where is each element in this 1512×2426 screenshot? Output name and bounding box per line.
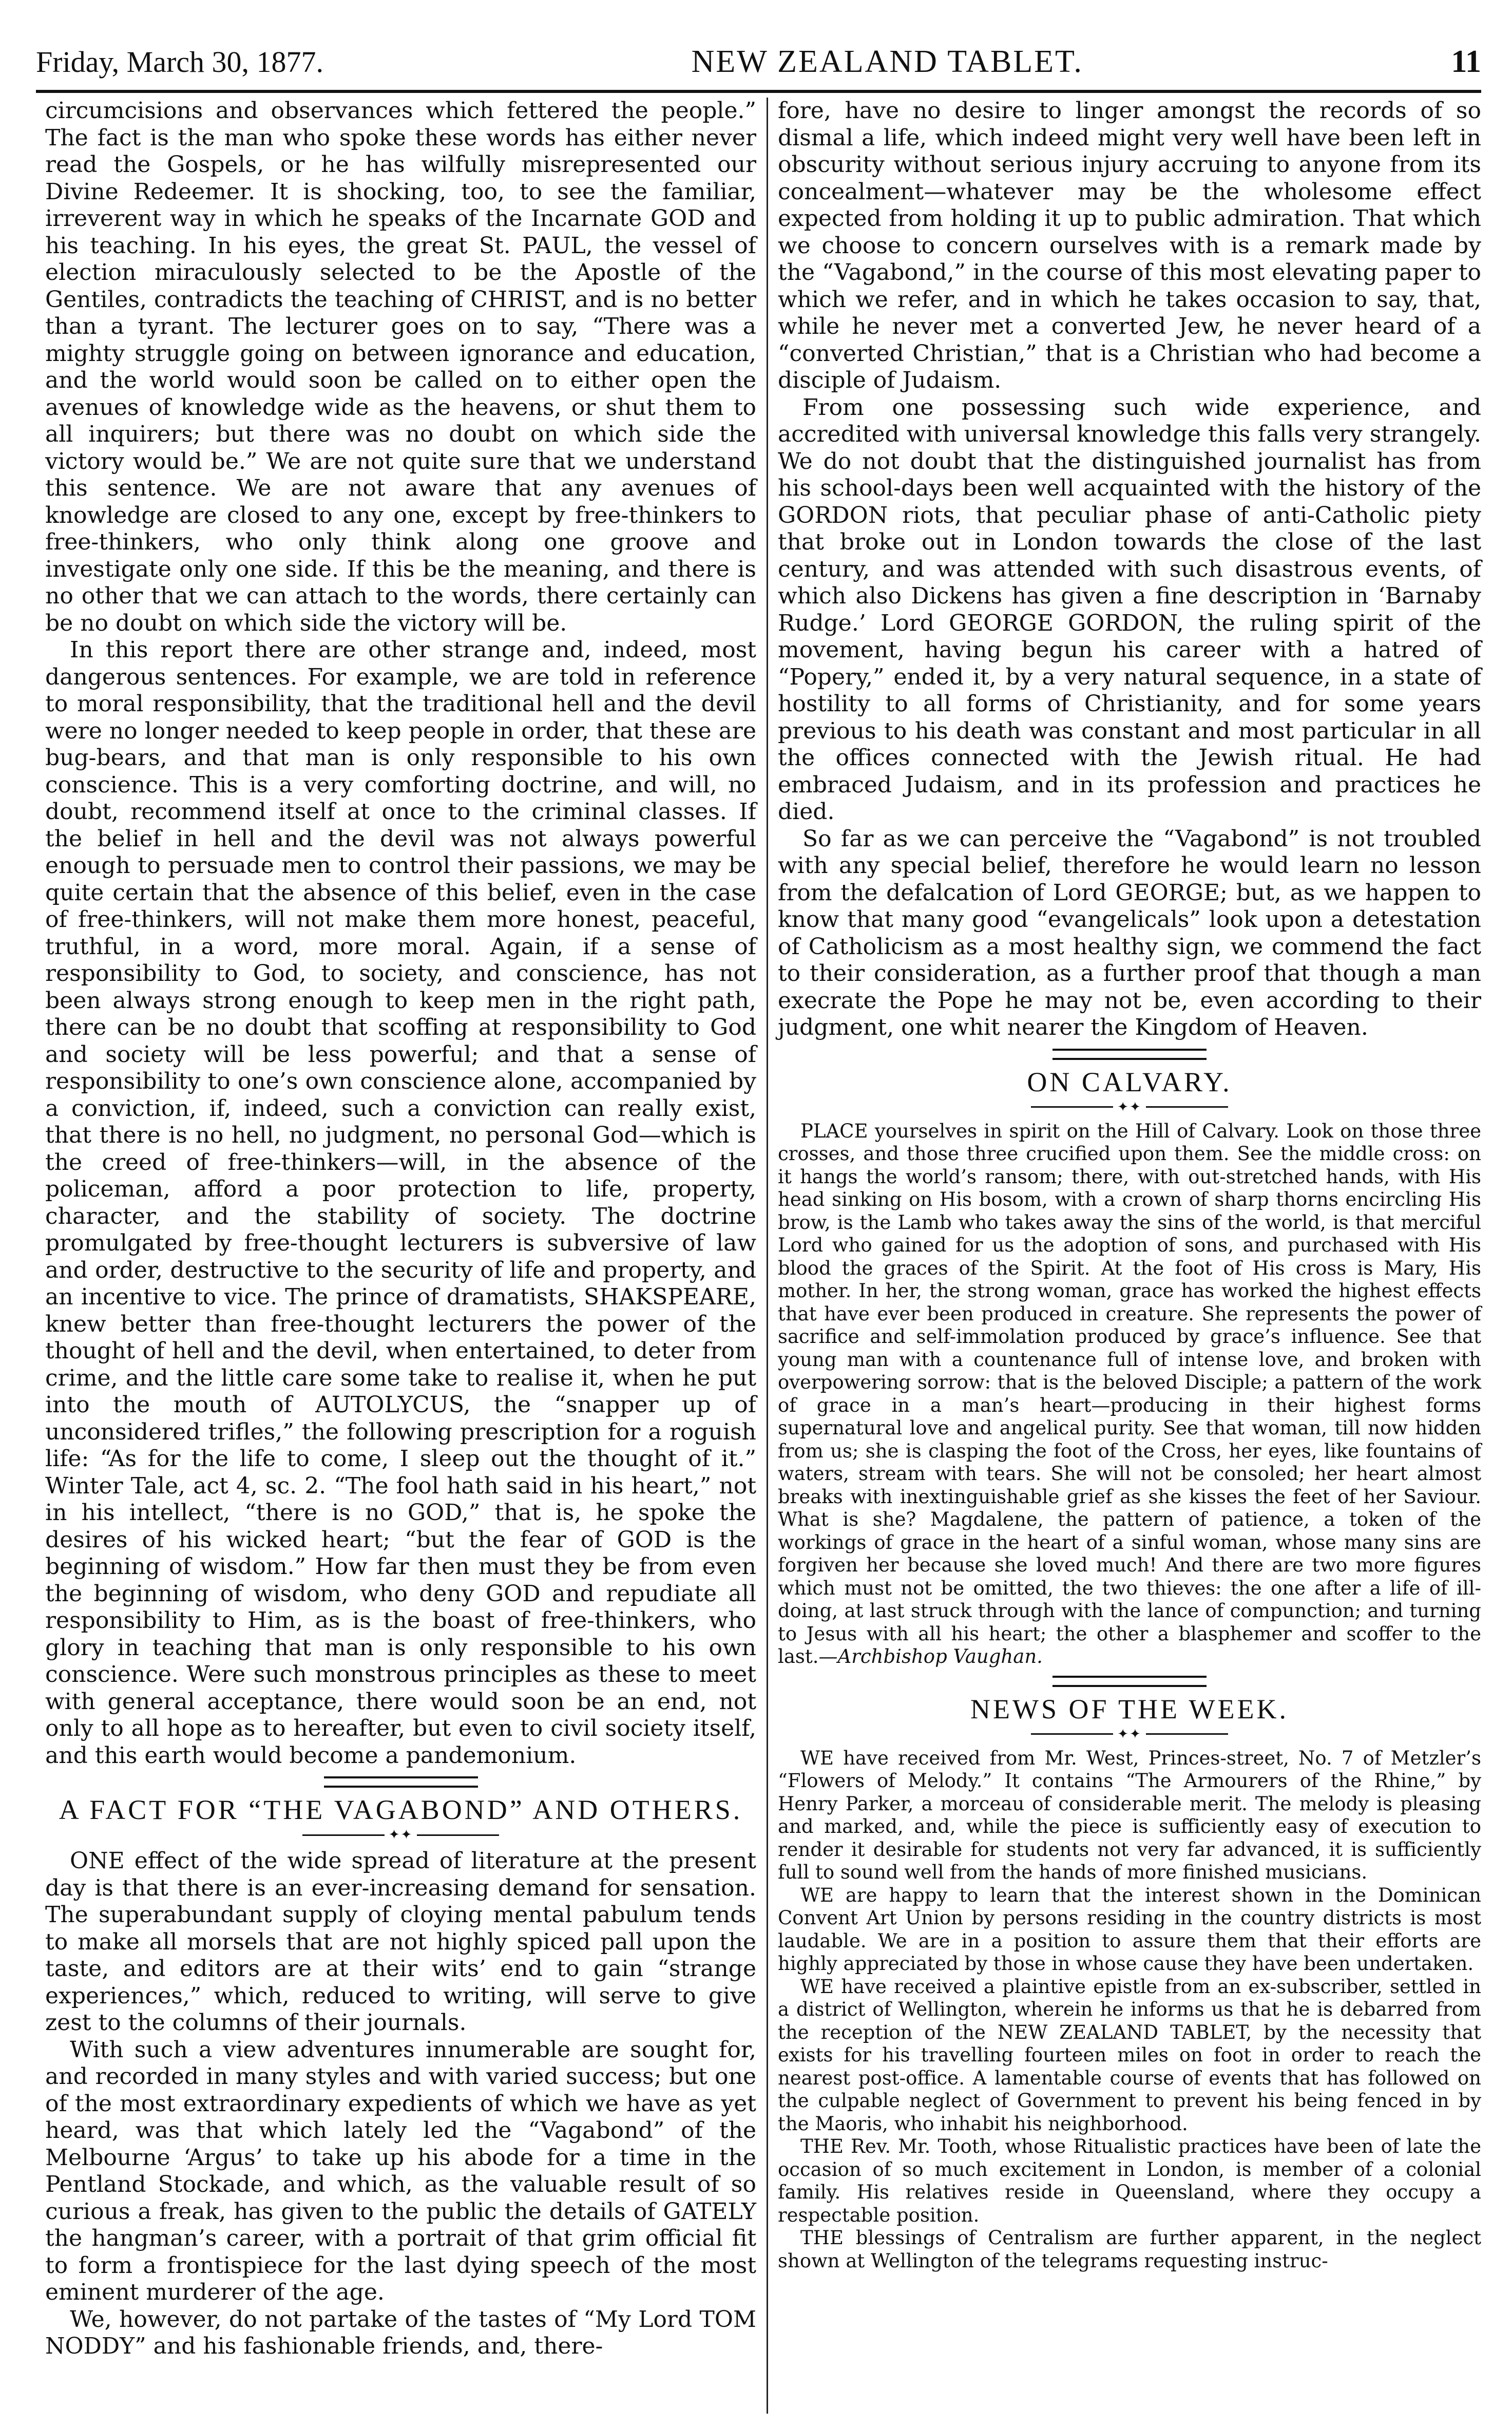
section-separator	[324, 1776, 478, 1788]
article-paragraph: fore, have no desire to linger amongst the records of so dismal a life, which indeed might very well have been left in obscurity without serious injury accruing to anyone from its concealment—whatever may be the wholesome effect expected from holding it up to public admiration. That which we choose to concern ourselves with is a remark made by the “Vagabond,” in the course of this most elevating paper to which we refer, and in which he takes occasion to say, that, while he never met a converted Jew, he never heard of a “converted Christian,” that is a Christian who had become a disciple of Judaism.	[778, 98, 1481, 393]
article-paragraph: We, however, do not partake of the tastes of “My Lord TOM NODDY” and his fashionable friends, and, there-	[45, 2306, 756, 2359]
news-item: THE Rev. Mr. Tooth, whose Ritualistic practices have been of late the occasion of so much excitement in London, is member of a colonial family. His relatives reside in Queensland, where they occupy a respectable position.	[778, 2135, 1481, 2226]
heading-ornament: ✦✦	[778, 1726, 1481, 1742]
column-divider	[767, 98, 768, 2414]
calvary-attribution: —Archbishop Vaughan.	[818, 1645, 1043, 1667]
article-heading-news: NEWS OF THE WEEK.	[970, 1693, 1289, 1724]
news-item: WE have received from Mr. West, Princes-street, No. 7 of Metzler’s “Flowers of Melody.” It contains “The Armourers of the Rhine,” by Henry Parker, a morceau of considerable merit. The melody is pleasing and marked, and, while the piece is sufficiently easy of execution to render it desirable for students not very far advanced, it is sufficiently full to sound well from the hands of more finished musicians.	[778, 1747, 1481, 1883]
left-column	[45, 98, 756, 2360]
article-paragraph: With such a view adventures innumerable are sought for, and recorded in many styles and with varied success; but one of the most extraordinary expedients of which we have as yet heard, was that which lately led the “Vagabond” of the Melbourne ‘Argus’ to take up his abode for a time in the Pentland Stockade, and which, as the valuable result of so curious a freak, has given to the public the details of GATELY the hangman’s career, with a portrait of that grim official fit to form a frontispiece for the last dying speech of the most eminent murderer of the age.	[45, 2036, 756, 2305]
article-paragraph: ONE effect of the wide spread of literature at the present day is that there is an ever-increasing demand for sensation. The superabundant supply of cloying mental pabulum tends to make all morsels that are not highly spiced pall upon the taste, and editors are at their wits’ end to gain “strange experiences,” which, reduced to writing, will serve to give zest to the columns of their journals.	[45, 1848, 756, 2036]
article-paragraph: So far as we can perceive the “Vagabond” is not troubled with any special belief, therefore he would learn no lesson from the defalcation of Lord GEORGE; but, as we happen to know that many good “evangelicals” look upon a detestation of Catholicism as a most healthy sign, we commend the fact to their consideration, as a further proof that though a man execrate the Pope he may not be, even according to their judgment, one whit nearer the Kingdom of Heaven.	[778, 825, 1481, 1040]
issue-date: Friday, March 30, 1877.	[36, 45, 324, 79]
calvary-text	[778, 1120, 1481, 1669]
newspaper-title: NEW ZEALAND TABLET.	[691, 44, 1083, 79]
section-separator	[1052, 1049, 1207, 1060]
right-column	[778, 98, 1481, 2272]
calvary-body: PLACE yourselves in spirit on the Hill of Calvary. Look on those three crosses, and those three crucified upon them. See the middle cross: on it hangs the world’s ransom; there, with out-stretched hands, with His head sinking on His bosom, with a crown of sharp thorns encircling His brow, is the Lamb who takes away the sins of the world, is that merciful Lord who gained for us the adoption of sons, and purchased with His blood the graces of the Spirit. At the foot of His cross is Mary, His mother. In her, the strong woman, grace has worked the highest effects that have ever been produced in creature. She represents the power of sacrifice and self-immolation produced by grace’s influence. See that young man with a countenance full of intense love, and broken with overpowering sorrow: that is the beloved Disciple; a pattern of the work of grace in a man’s heart—producing in their highest forms supernatural love and angelical purity. See that woman, till now hidden from us; she is clasping the foot of the Cross, her eyes, like fountains of waters, stream with tears. She will not be consoled; her heart almost breaks with inextinguishable grief as she kisses the feet of her Saviour. What is she? Magdalene, the pattern of patience, a token of the workings of grace in the heart of a sinful woman, whose many sins are forgiven her because she loved much! And there are two more figures which must not be omitted, the two thieves: the one after a life of ill-doing, at last struck through with the lance of compunction; and turning to Jesus with all his heart; the other a blasphemer and scoffer to the last.	[778, 1120, 1481, 1667]
article-paragraph: From one possessing such wide experience, and accredited with universal knowledge this falls very strangely. We do not doubt that the distinguished journalist has from his school-days been well acquainted with the history of the GORDON riots, that peculiar phase of anti-Catholic piety that broke out in London towards the close of the last century, and was attended with such disastrous events, of which also Dickens has given a fine description in ‘Barnaby Rudge.’ Lord GEORGE GORDON, the ruling spirit of the movement, having begun his career with a hatred of “Popery,” ended it, by a very natural sequence, in a state of hostility to all forms of Christianity, and for some years previous to his death was constant and most particular in all the offices connected with the Jewish ritual. He had embraced Judaism, and in its profession and practices he died.	[778, 394, 1481, 825]
heading-ornament: ✦✦	[778, 1099, 1481, 1115]
section-separator	[1052, 1676, 1207, 1687]
editorial-paragraph: circumcisions and observances which fettered the people.” The fact is the man who spoke these words has either never read the Gospels, or he has wilfully misrepresented our Divine Redeemer. It is shocking, too, to see the familiar, irreverent way in which he speaks of the Incarnate GOD and his teaching. In his eyes, the great St. PAUL, the vessel of election miraculously selected to be the Apostle of the Gentiles, contradicts the teaching of CHRIST, and is no better than a tyrant. The lecturer goes on to say, “There was a mighty struggle going on between ignorance and education, and the world would soon be called on to either open the avenues of knowledge wide as the heavens, or shut them to all inquirers; but there was no doubt on which side the victory would be.” We are not quite sure that we understand this sentence. We are not aware that any avenues of knowledge are closed to any one, except by free-thinkers to free-thinkers, who only think along one groove and investigate only one side. If this be the meaning, and there is no other that we can attach to the words, there certainly can be no doubt on which side the victory will be.	[45, 98, 756, 636]
heading-ornament: ✦✦	[45, 1827, 756, 1843]
news-item: THE blessings of Centralism are further apparent, in the neglect shown at Wellington of the telegrams requesting instruc-	[778, 2227, 1481, 2272]
news-item: WE have received a plaintive epistle from an ex-subscriber, settled in a district of Wellington, wherein he informs us that he is debarred from the reception of the NEW ZEALAND TABLET, by the necessity that exists for his travelling fourteen miles on foot in order to reach the nearest post-office. A lamentable course of events that has followed on the culpable neglect of Government to prevent his being fenced in by the Maoris, who inhabit his neighborhood.	[778, 1975, 1481, 2135]
page-number: 11	[1451, 44, 1481, 79]
article-heading-calvary: ON CALVARY.	[1027, 1066, 1232, 1097]
article-heading-vagabond: A FACT FOR “THE VAGABOND” AND OTHERS.	[59, 1794, 743, 1825]
news-item: WE are happy to learn that the interest shown in the Dominican Convent Art Union by persons residing in the country districts is most laudable. We are in a position to assure them that their efforts are highly appreciated by those in whose cause they have been undertaken.	[778, 1884, 1481, 1975]
header-rule	[36, 90, 1481, 93]
masthead	[36, 36, 1481, 87]
editorial-paragraph: In this report there are other strange and, indeed, most dangerous sentences. For example, we are told in reference to moral responsibility, that the traditional hell and the devil were no longer needed to keep people in order, that these are bug-bears, and that man is only responsible to his own conscience. This is a very comforting doctrine, and will, no doubt, recommend itself at once to the criminal classes. If the belief in hell and the devil was not always powerful enough to persuade men to control their passions, we may be quite certain that the absence of this belief, even in the case of free-thinkers, will not make them more honest, peaceful, truthful, in a word, more moral. Again, if a sense of responsibility to God, to society, and conscience, has not been always strong enough to keep men in the right path, there can be no doubt that scoffing at responsibility to God and society will be less powerful; and that a sense of responsibility to one’s own conscience alone, accompanied by a conviction, if, indeed, such a conviction can really exist, that there is no hell, no judgment, no personal God—which is the creed of free-thinkers—will, in the absence of the policeman, afford a poor protection to life, property, character, and the stability of society. The doctrine promulgated by free-thought lecturers is subversive of law and order, destructive to the security of life and property, and an incentive to vice. The prince of dramatists, SHAKSPEARE, knew better than free-thought lecturers the power of the thought of hell and the devil, when entertained, to deter from crime, and the little care some take to realise it, when he put into the mouth of AUTOLYCUS, the “snapper up of unconsidered trifles,” the following prescription for a roguish life: “As for the life to come, I sleep out the thought of it.” Winter Tale, act 4, sc. 2. “The fool hath said in his heart,” not in his intellect, “there is no GOD,” that is, he spoke the desires of his wicked heart; “but the fear of GOD is the beginning of wisdom.” How far then must they be from even the beginning of wisdom, who deny GOD and repudiate all responsibility to Him, as is the boast of free-thinkers, who glory in teaching that man is only responsible to his own conscience. Were such monstrous principles as these to meet with general acceptance, there would soon be an end, not only to all hope as to hereafter, but even to civil society itself, and this earth would become a pandemonium.	[45, 637, 756, 1769]
